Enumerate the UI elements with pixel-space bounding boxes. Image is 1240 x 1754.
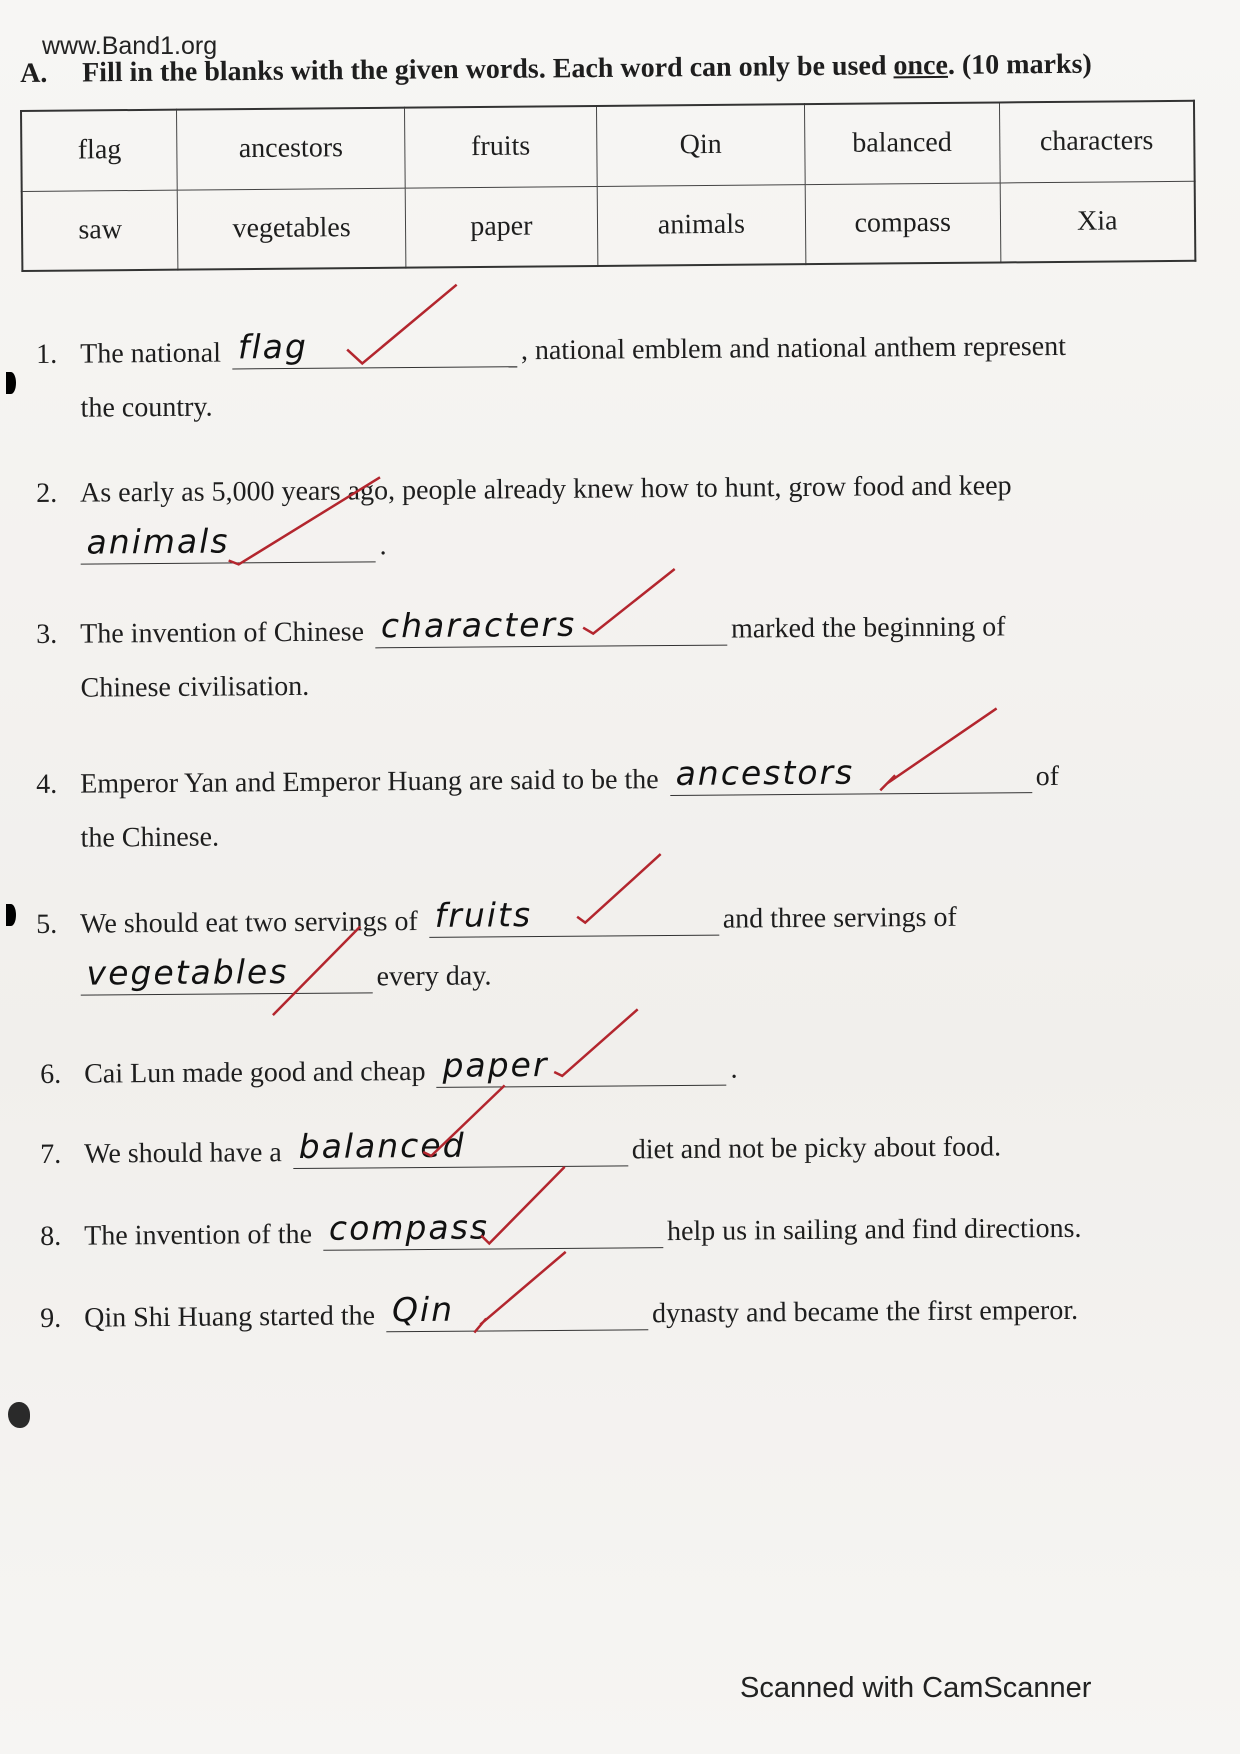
question-3 xyxy=(36,602,1006,705)
answer-blank[interactable] xyxy=(232,326,517,369)
question-text: of xyxy=(1035,760,1060,793)
question-1 xyxy=(36,322,1066,425)
question-text: diet and not be picky about food. xyxy=(631,1131,1002,1166)
word-bank-row xyxy=(22,181,1196,271)
site-url: www.Band1.org xyxy=(42,32,218,60)
question-text: help us in sailing and find directions. xyxy=(666,1212,1082,1248)
instruction-marks: . (10 marks) xyxy=(947,48,1092,81)
question-text: We should have a xyxy=(84,1137,282,1170)
handwritten-answer: Qin xyxy=(391,1289,455,1330)
question-text: dynasty and became the first emperor. xyxy=(651,1294,1079,1330)
question-number: 5. xyxy=(36,908,58,940)
word-cell: ancestors xyxy=(177,108,405,190)
question-number: 9. xyxy=(40,1302,62,1334)
question-text: . xyxy=(730,1053,738,1085)
handwritten-answer: characters xyxy=(380,604,577,646)
answer-blank[interactable] xyxy=(669,752,1031,796)
handwritten-answer: fruits xyxy=(434,895,533,935)
question-text: and three servings of xyxy=(722,901,957,935)
question-6 xyxy=(40,1045,738,1091)
check-mark-icon xyxy=(466,1248,577,1339)
question-text: . xyxy=(379,530,387,562)
question-text: every day. xyxy=(376,960,492,993)
handwritten-answer: ancestors xyxy=(675,752,855,793)
answer-blank[interactable] xyxy=(323,1207,663,1251)
word-cell: flag xyxy=(21,110,178,191)
question-text: The invention of the xyxy=(84,1218,313,1252)
word-cell: fruits xyxy=(404,106,597,188)
question-text: We should eat two servings of xyxy=(80,906,418,940)
question-text: marked the beginning of xyxy=(730,611,1006,645)
answer-blank[interactable] xyxy=(436,1045,726,1088)
question-text: , national emblem and national anthem represent xyxy=(520,330,1067,367)
word-bank-table xyxy=(20,100,1196,272)
question-number: 3. xyxy=(36,618,58,650)
answer-blank[interactable] xyxy=(386,1289,648,1332)
scanner-watermark: Scanned with CamScanner xyxy=(740,1672,1092,1704)
word-bank-row xyxy=(21,101,1195,191)
question-text-continued: the Chinese. xyxy=(80,821,220,854)
question-2 xyxy=(36,470,1012,565)
answer-blank[interactable] xyxy=(375,605,727,649)
check-mark-icon xyxy=(874,704,1005,795)
question-number: 8. xyxy=(40,1220,62,1252)
word-cell: characters xyxy=(999,101,1195,183)
word-cell: balanced xyxy=(804,102,1000,184)
question-number: 2. xyxy=(36,477,58,509)
word-cell: saw xyxy=(22,190,179,271)
question-8 xyxy=(40,1204,1082,1253)
handwritten-answer: balanced xyxy=(298,1125,466,1166)
question-7 xyxy=(40,1122,1001,1171)
check-mark-icon xyxy=(574,565,685,636)
check-mark-icon xyxy=(326,277,467,368)
question-number: 7. xyxy=(40,1138,62,1170)
answer-blank[interactable] xyxy=(80,952,372,995)
question-text: Cai Lun made good and cheap xyxy=(84,1055,426,1090)
section-label: A. xyxy=(20,57,48,89)
question-number: 4. xyxy=(36,768,58,800)
handwritten-answer: paper xyxy=(442,1045,549,1085)
answer-blank[interactable] xyxy=(80,521,375,564)
check-mark-icon xyxy=(568,850,669,926)
question-5 xyxy=(36,893,957,996)
handwritten-answer: flag xyxy=(237,326,308,367)
handwritten-answer: animals xyxy=(86,521,230,562)
question-text: Emperor Yan and Emperor Huang are said to be the xyxy=(80,764,659,800)
word-cell: paper xyxy=(405,186,598,268)
answer-line xyxy=(36,516,1012,565)
answer-blank[interactable] xyxy=(429,895,719,938)
question-text-continued: the country. xyxy=(80,391,213,424)
answer-line xyxy=(36,948,957,996)
question-4 xyxy=(36,752,1060,855)
question-number: 6. xyxy=(40,1058,62,1090)
word-cell: Xia xyxy=(1000,181,1196,263)
question-text: As early as 5,000 years ago, people already knew how to hunt, grow food and keep xyxy=(79,470,1012,509)
handwritten-answer: compass xyxy=(328,1207,490,1248)
instruction-emphasis: once xyxy=(893,49,949,82)
binder-hole-mark xyxy=(6,372,16,394)
question-9 xyxy=(40,1286,1078,1335)
answer-blank[interactable] xyxy=(293,1125,628,1169)
word-cell: vegetables xyxy=(178,188,406,270)
word-cell: animals xyxy=(597,184,806,266)
question-text: The invention of Chinese xyxy=(80,616,365,650)
question-text: Qin Shi Huang started the xyxy=(84,1300,376,1334)
word-bank xyxy=(20,100,1196,272)
ink-blot xyxy=(8,1402,30,1428)
instruction-text: Fill in the blanks with the given words. Each word can only be used xyxy=(81,50,894,89)
word-cell: compass xyxy=(805,182,1001,264)
question-text: The national xyxy=(80,337,222,370)
handwritten-answer: vegetables xyxy=(86,952,289,993)
binder-hole-mark xyxy=(6,904,16,926)
question-number: 1. xyxy=(36,338,58,370)
check-mark-icon xyxy=(546,1005,647,1081)
question-text-continued: Chinese civilisation. xyxy=(80,670,310,704)
word-cell: Qin xyxy=(596,104,805,186)
